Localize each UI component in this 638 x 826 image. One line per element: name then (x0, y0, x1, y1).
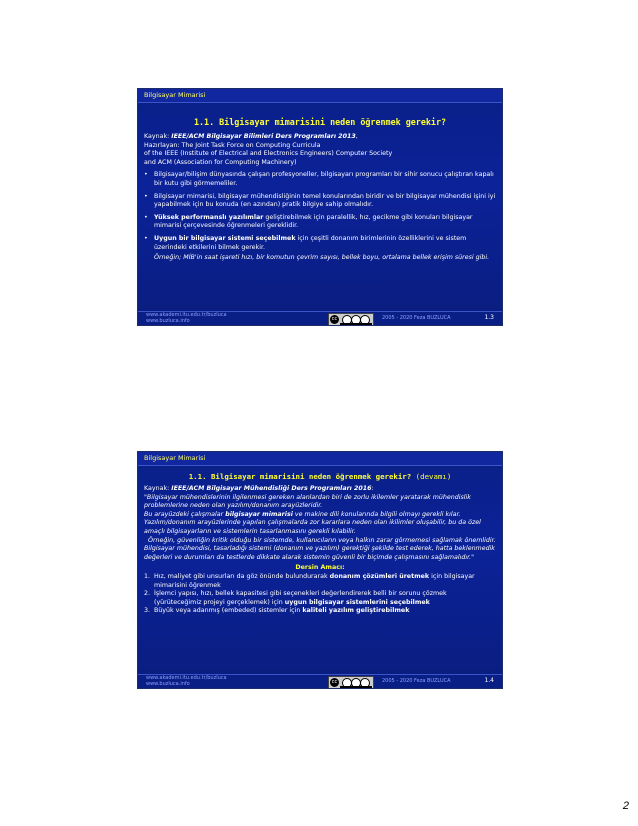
slide-title: 1.1. Bilgisayar mimarisini neden öğrenmek gerekir? (193, 117, 447, 127)
footer-url-link[interactable]: www.akademi.itu.edu.tr/buzluca (146, 675, 227, 681)
slide-2 (137, 451, 503, 689)
source-colon: : (371, 485, 374, 492)
bullet-item: • Uygun bir bilgisayar sistemi seçebilmek için çeşitli donanım birimlerinin özelliklerini ve sistem üzerindeki etkilerini bilmek gerekir. Örneğin; MİB'in saat işareti hızı, bir komutun çevrim sayısı, bellek boyu, ortalama bellek erişim süresi gibi. (144, 235, 496, 263)
aim-item: 3. Büyük veya adanmış (embeded) sistemler için kaliteli yazılım geliştirebilmek (144, 607, 410, 615)
footer-urls (146, 312, 227, 324)
aim-list (144, 573, 496, 616)
footer-url-link[interactable]: www.buzluca.info (146, 681, 190, 687)
slide-title-suffix: (devamı) (411, 472, 452, 481)
footer-copyright: 2005 - 2020 Feza BUZLUCA (382, 678, 451, 684)
slide-body (144, 133, 496, 267)
source-name: IEEE/ACM Bilgisayar Bilimleri Ders Programları 2013 (171, 133, 356, 140)
slide-number: 1.3 (484, 314, 494, 321)
bullet-text: geliştirebilmek için paralellik, hız, gecikme gibi konuları bilgisayar mimarisi çerçevesinde öğrenmeleri gereklidir. (154, 213, 473, 230)
bullet-list (144, 171, 496, 262)
footer-copyright: 2005 - 2020 Feza BUZLUCA (382, 315, 451, 321)
slide-body (144, 485, 496, 616)
bullet-bold-text: Uygun bir bilgisayar sistemi seçebilmek (154, 234, 296, 242)
footer-url-link[interactable]: www.buzluca.info (146, 318, 190, 324)
source-label: Kaynak: (144, 485, 172, 492)
source-label: Kaynak: (144, 133, 172, 140)
slide-title (138, 472, 502, 481)
aim-item: 2. İşlemci yapısı, hızı, bellek kapasitesi gibi seçenekleri değerlendirerek belli bir sorunu çözmek (yürüteceğimiz projeyi gerçeklemek) için uygun bilgisayar sistemlerini seçebilmek (144, 590, 447, 606)
cc-by-nc-nd-icon: cc (328, 313, 374, 326)
bullet-item: • Bilgisayar/bilişim dünyasında çalışan profesyoneller, bilgisayarı programları bir sihir sonucu çalıştıran kapalı bir kutu gibi görmemeliler. (144, 171, 494, 187)
source-detail-2: of the IEEE (Institute of Electrical and Electronics Engineers) Computer Society (144, 150, 393, 158)
slide-header (138, 452, 502, 466)
quote-paragraph: Bu arayüzdeki çalışmalar bilgisayar mimarisi ve makine dili konularında bilgili olmayı gerekli kılar. (144, 510, 461, 518)
footer-url-link[interactable]: www.akademi.itu.edu.tr/buzluca (146, 312, 227, 318)
slide-title-main: 1.1. Bilgisayar mimarisini neden öğrenmek gerekir? (188, 472, 412, 481)
quote-paragraph: "Bilgisayar mühendislerinin ilgilenmesi gereken alanlardan biri de zorlu ikilemler yaratarak mühendislik problemlerine neden olan yazılım/donanım arayüzleridir. (144, 493, 471, 510)
slide-number: 1.4 (484, 677, 494, 684)
source-comma: , (355, 133, 358, 140)
quote-paragraph: Örneğin, güvenliğin kritik olduğu bir sistemde, kullanıcıların veya halkın zarar görmemesi sağlamak önemlidir. (148, 536, 496, 544)
bullet-item: • Bilgisayar mimarisi, bilgisayar mühendisliğinin temel konularından biridir ve bir bilgisayar mühendisi işini iyi yapabilmek için bu konuda (en azından) pratik bilgiye sahip olmalıdır. (144, 192, 496, 209)
footer-urls (146, 675, 227, 687)
slide-1 (137, 88, 503, 326)
slide-header-text: Bilgisayar Mimarisi (144, 91, 206, 99)
slide-header (138, 89, 502, 103)
course-aim-title: Dersin Amacı: (295, 564, 345, 572)
aim-item: 1. Hız, maliyet gibi unsurları da göz önünde bulundurarak donanım çözümleri üretmek için bilgisayar mimarisini öğrenmek (144, 572, 475, 589)
source-line (144, 133, 496, 142)
slide-footer (138, 311, 502, 325)
slide-header-text: Bilgisayar Mimarisi (144, 454, 206, 462)
page-number: 2 (622, 800, 629, 812)
bullet-text: Bilgisayar mimarisi, bilgisayar mühendisliğinin temel konularından biridir ve bir bilgisayar mühendisi işini iyi yapabilmek için bu konuda (en azından) pratik bilgiye sahip olmalıdır. (154, 192, 496, 209)
source-detail-1: Hazırlayan: The Joint Task Force on Computing Curricula (144, 141, 321, 149)
bullet-text: Bilgisayar/bilişim dünyasında çalışan profesyoneller, bilgisayarı programları bir sihir sonucu çalıştıran kapalı bir kutu gibi görmemeliler. (154, 171, 494, 187)
quote-paragraph: Yazılım/donanım arayüzlerinde yapılan çalışmalarda zor kararlara neden olan ikilimler oluşabilir, bu da özel amaçlı bilgisayarların ve sistemlerin tasarlanmasını gerekli kılabilir. (144, 519, 481, 535)
quote-paragraph: Bilgisayar mühendisi, tasarladığı sistemi (donanım ve yazılım) gerektiği şekilde test ederek, hatta beklenmedik değerleri ve durumları da testlerde dikkate alarak sistemin güvenli bir biçimde çalışmasını sağlamalıdır." (144, 545, 495, 561)
source-name: IEEE/ACM Bilgisayar Mühendisliği Ders Programları 2016 (171, 485, 372, 492)
bullet-example: Örneğin; MİB'in saat işareti hızı, bir komutun çevrim sayısı, bellek boyu, ortalama bellek erişim süresi gibi. (154, 254, 490, 262)
cc-by-nc-nd-icon: cc (328, 676, 374, 689)
bullet-text: için çeşitli donanım birimlerinin özelliklerini ve sistem üzerindeki etkilerini bilmek gerekir. (154, 234, 467, 251)
slide-footer (138, 674, 502, 688)
source-detail-3: and ACM (Association for Computing Machinery) (144, 158, 297, 166)
bullet-item: • Yüksek performanslı yazılımlar geliştirebilmek için paralellik, hız, gecikme gibi konuları bilgisayar mimarisi çerçevesinde öğrenmeleri gereklidir. (144, 213, 473, 230)
bullet-bold-text: Yüksek performanslı yazılımlar (154, 213, 264, 221)
source-line (144, 485, 496, 494)
